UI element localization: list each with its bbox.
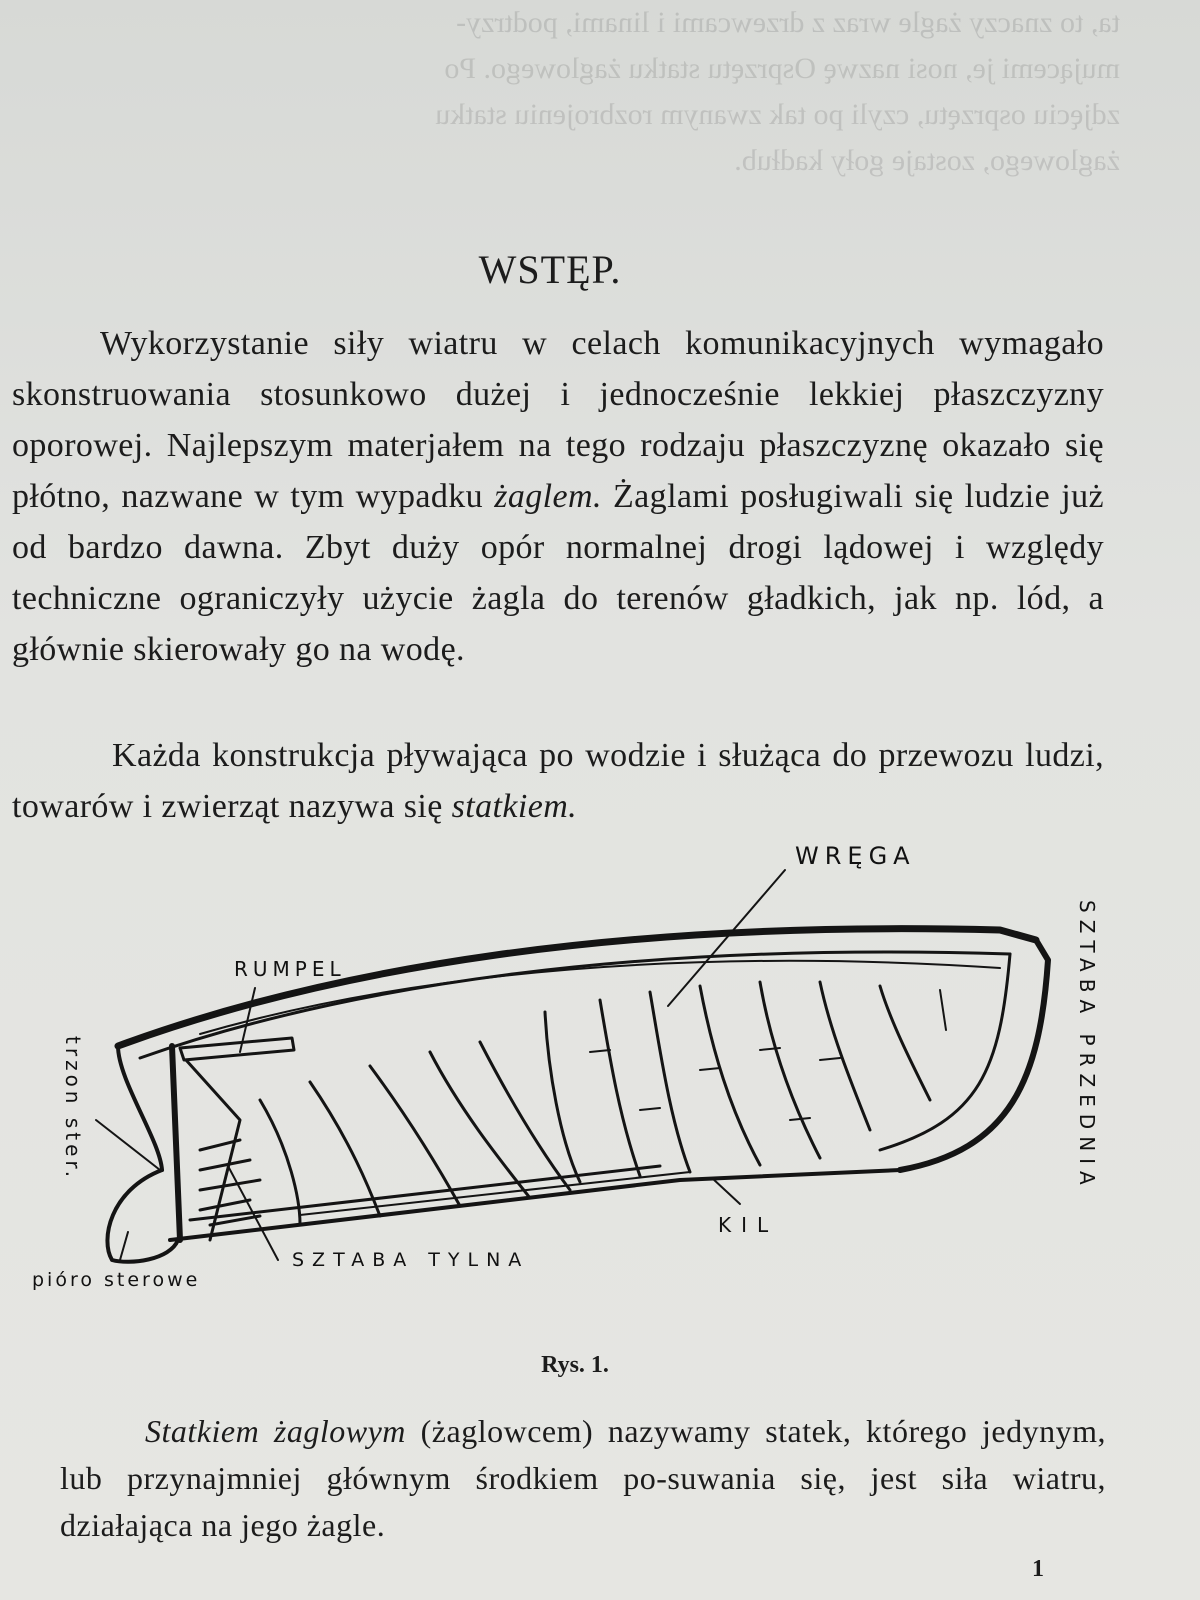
label-trzon-sterowy: trzon ster. — [61, 1036, 85, 1182]
paragraph-intro — [12, 318, 1104, 675]
label-kil: KIL — [718, 1213, 779, 1237]
emphasis-term: statkiem. — [451, 788, 578, 825]
paragraph-sailing-ship — [60, 1408, 1106, 1549]
paragraph-text: (żaglowcem) nazywamy statek, którego jedynym, lub przynajmniej głównym środkiem po-suwania się, jest siła wiatru, działająca na jego żagle. — [60, 1413, 1106, 1543]
label-sztaba-tylna: SZTABA TYLNA — [292, 1249, 530, 1271]
label-sztaba-przednia: SZTABA PRZEDNIA — [1075, 900, 1099, 1192]
emphasis-term: żaglem. — [494, 478, 602, 515]
page-number: 1 — [1032, 1556, 1044, 1582]
paragraph-text: Każda konstrukcja pływająca po wodzie i służąca do przewozu ludzi, towarów i zwierząt nazywa się — [12, 737, 1104, 825]
bleed-line: zdjęciu osprzętu, czyli po tak zwanym rozbrojeniu statku — [435, 98, 1120, 131]
emphasis-term: Statkiem żaglowym — [145, 1413, 406, 1449]
bleed-line: ta, to znaczy żagle wraz z drzewcami i linami, podtrzy- — [456, 6, 1120, 39]
figure-caption: Rys. 1. — [541, 1352, 609, 1378]
bleed-line: mującemi je, nosi nazwę Osprzętu statku żaglowego. Po — [444, 52, 1120, 85]
label-wrega: WRĘGA — [795, 842, 916, 870]
paragraph-definition — [12, 730, 1104, 832]
paragraph-text: Żaglami posługiwali się ludzie już od bardzo dawna. Zbyt duży opór normalnej drogi lądowej i względy techniczne ograniczyły użycie żagla do terenów gładkich, jak np. lód, a głównie skierowały go na wodę. — [12, 478, 1104, 668]
label-pioro-sterowe: pióro sterowe — [32, 1269, 201, 1291]
label-rumpel: RUMPEL — [234, 957, 346, 981]
bleed-through-text — [0, 0, 1200, 260]
paragraph-text: Wykorzystanie siły wiatru w celach komunikacyjnych wymagało skonstruowania stosunkowo dużej i jednocześnie lekkiej płaszczyzny oporowej. Najlepszym materjałem na tego rodzaju płaszczyznę okazało się płótno, nazwane w tym wypadku — [12, 325, 1104, 515]
chapter-heading: WSTĘP. — [478, 247, 622, 292]
boat-hull-illustration — [0, 820, 1200, 1340]
bleed-line: żaglowego, zostaje goły kadłub. — [734, 144, 1120, 177]
